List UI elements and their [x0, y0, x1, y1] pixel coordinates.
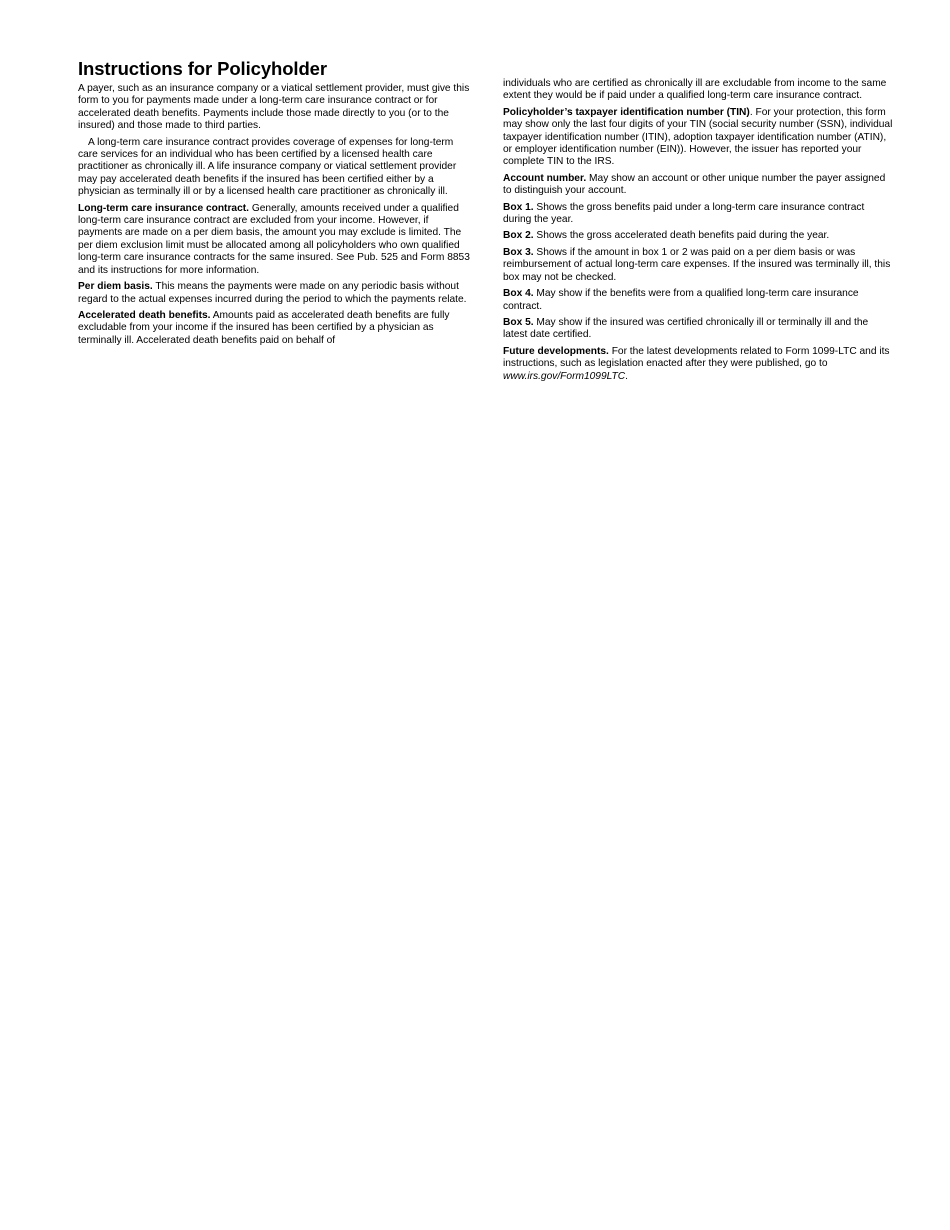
paragraph-tail: . — [625, 370, 628, 382]
box-4-paragraph — [503, 288, 895, 313]
intro-paragraph — [78, 83, 470, 133]
box-2-paragraph — [503, 230, 895, 242]
chronically-ill-continuation-paragraph — [503, 78, 895, 103]
paragraph-text: A payer, such as an insurance company or a viatical settlement provider, must give this form to you for payments made under a long-term care insurance contract or for accelerated death benefits. Payments include those made directly to you (or to the insured) and those made to third parties. — [78, 83, 470, 132]
paragraph-heading: Box 2. — [503, 230, 534, 242]
long-term-care-overview-paragraph — [78, 137, 470, 199]
paragraph-text: May show an account or other unique number the payer assigned to distinguish your account. — [503, 172, 886, 197]
paragraph-text: Amounts paid as accelerated death benefits are fully excludable from your income if the insured has been certified by a physician as terminally ill. Accelerated death benefits paid on behalf of — [78, 309, 450, 346]
paragraph-heading: Long-term care insurance contract. — [78, 202, 249, 214]
paragraph-heading: Future developments. — [503, 345, 609, 357]
paragraph-text: Shows the gross benefits paid under a long-term care insurance contract during the year. — [503, 201, 865, 226]
paragraph-heading: Per diem basis. — [78, 281, 153, 293]
accelerated-death-benefits-paragraph — [78, 310, 470, 347]
long-term-care-contract-paragraph — [78, 203, 470, 277]
per-diem-basis-paragraph — [78, 281, 470, 306]
future-developments-paragraph — [503, 346, 895, 383]
paragraph-text: Generally, amounts received under a qualified long-term care insurance contract are excluded from your income. However, if payments are made on a per diem basis, the amount you may exclude is limited. The per diem exclusion limit must be allocated among all policyholders who own qualified long-term care insurance contracts for the same insured. See Pub. 525 and Form 8853 and its instructions for more information. — [78, 202, 470, 276]
paragraph-heading: Box 1. — [503, 201, 534, 213]
paragraph-heading: Box 4. — [503, 288, 534, 300]
paragraph-heading: Box 5. — [503, 316, 534, 328]
paragraph-text: Shows if the amount in box 1 or 2 was paid on a per diem basis or was reimbursement of actual long-term care expenses. If the insured was terminally ill, this box may not be checked. — [503, 246, 891, 283]
paragraph-text: . For your protection, this form may show only the last four digits of your TIN (social security number (SSN), individual taxpayer identification number (ITIN), adoption taxpayer identification number (ATIN), or employer identification number (EIN)). However, the issuer has reported your complete TIN to the IRS. — [503, 106, 893, 168]
paragraph-heading: Policyholder’s taxpayer identification number (TIN) — [503, 106, 750, 118]
paragraph-text: May show if the insured was certified chronically ill or terminally ill and the latest date certified. — [503, 316, 869, 341]
paragraph-heading: Accelerated death benefits. — [78, 309, 211, 321]
box-3-paragraph — [503, 247, 895, 284]
paragraph-heading: Account number. — [503, 172, 587, 184]
paragraph-text: This means the payments were made on any periodic basis without regard to the actual expenses incurred during the period to which the payments relate. — [78, 281, 467, 305]
paragraph-heading: Box 3. — [503, 246, 534, 258]
paragraph-text: individuals who are certified as chronically ill are excludable from income to the same extent they would be if paid under a qualified long-term care insurance contract. — [503, 78, 887, 102]
paragraph-text: Shows the gross accelerated death benefits paid during the year. — [533, 230, 830, 242]
tin-paragraph — [503, 107, 895, 169]
paragraph-text: A long-term care insurance contract provides coverage of expenses for long-term care services for an individual who has been certified by a licensed health care practitioner as chronically ill. A life insurance company or viatical settlement provider may pay accelerated death benefits if the insured has been certified either by a physician as terminally ill or by a licensed health care practitioner as chronically ill. — [78, 136, 457, 198]
page-title: Instructions for Policyholder — [78, 58, 327, 79]
box-1-paragraph — [503, 202, 895, 227]
paragraph-text: May show if the benefits were from a qualified long-term care insurance contract. — [503, 288, 859, 312]
left-column — [78, 58, 470, 351]
account-number-paragraph — [503, 173, 895, 198]
irs-form-url-link[interactable]: www.irs.gov/Form1099LTC — [503, 370, 626, 382]
box-5-paragraph — [503, 317, 895, 342]
right-column — [503, 78, 895, 387]
paragraph-text: For the latest developments related to Form 1099-LTC and its instructions, such as legislation enacted after they were published, go to — [503, 345, 890, 370]
